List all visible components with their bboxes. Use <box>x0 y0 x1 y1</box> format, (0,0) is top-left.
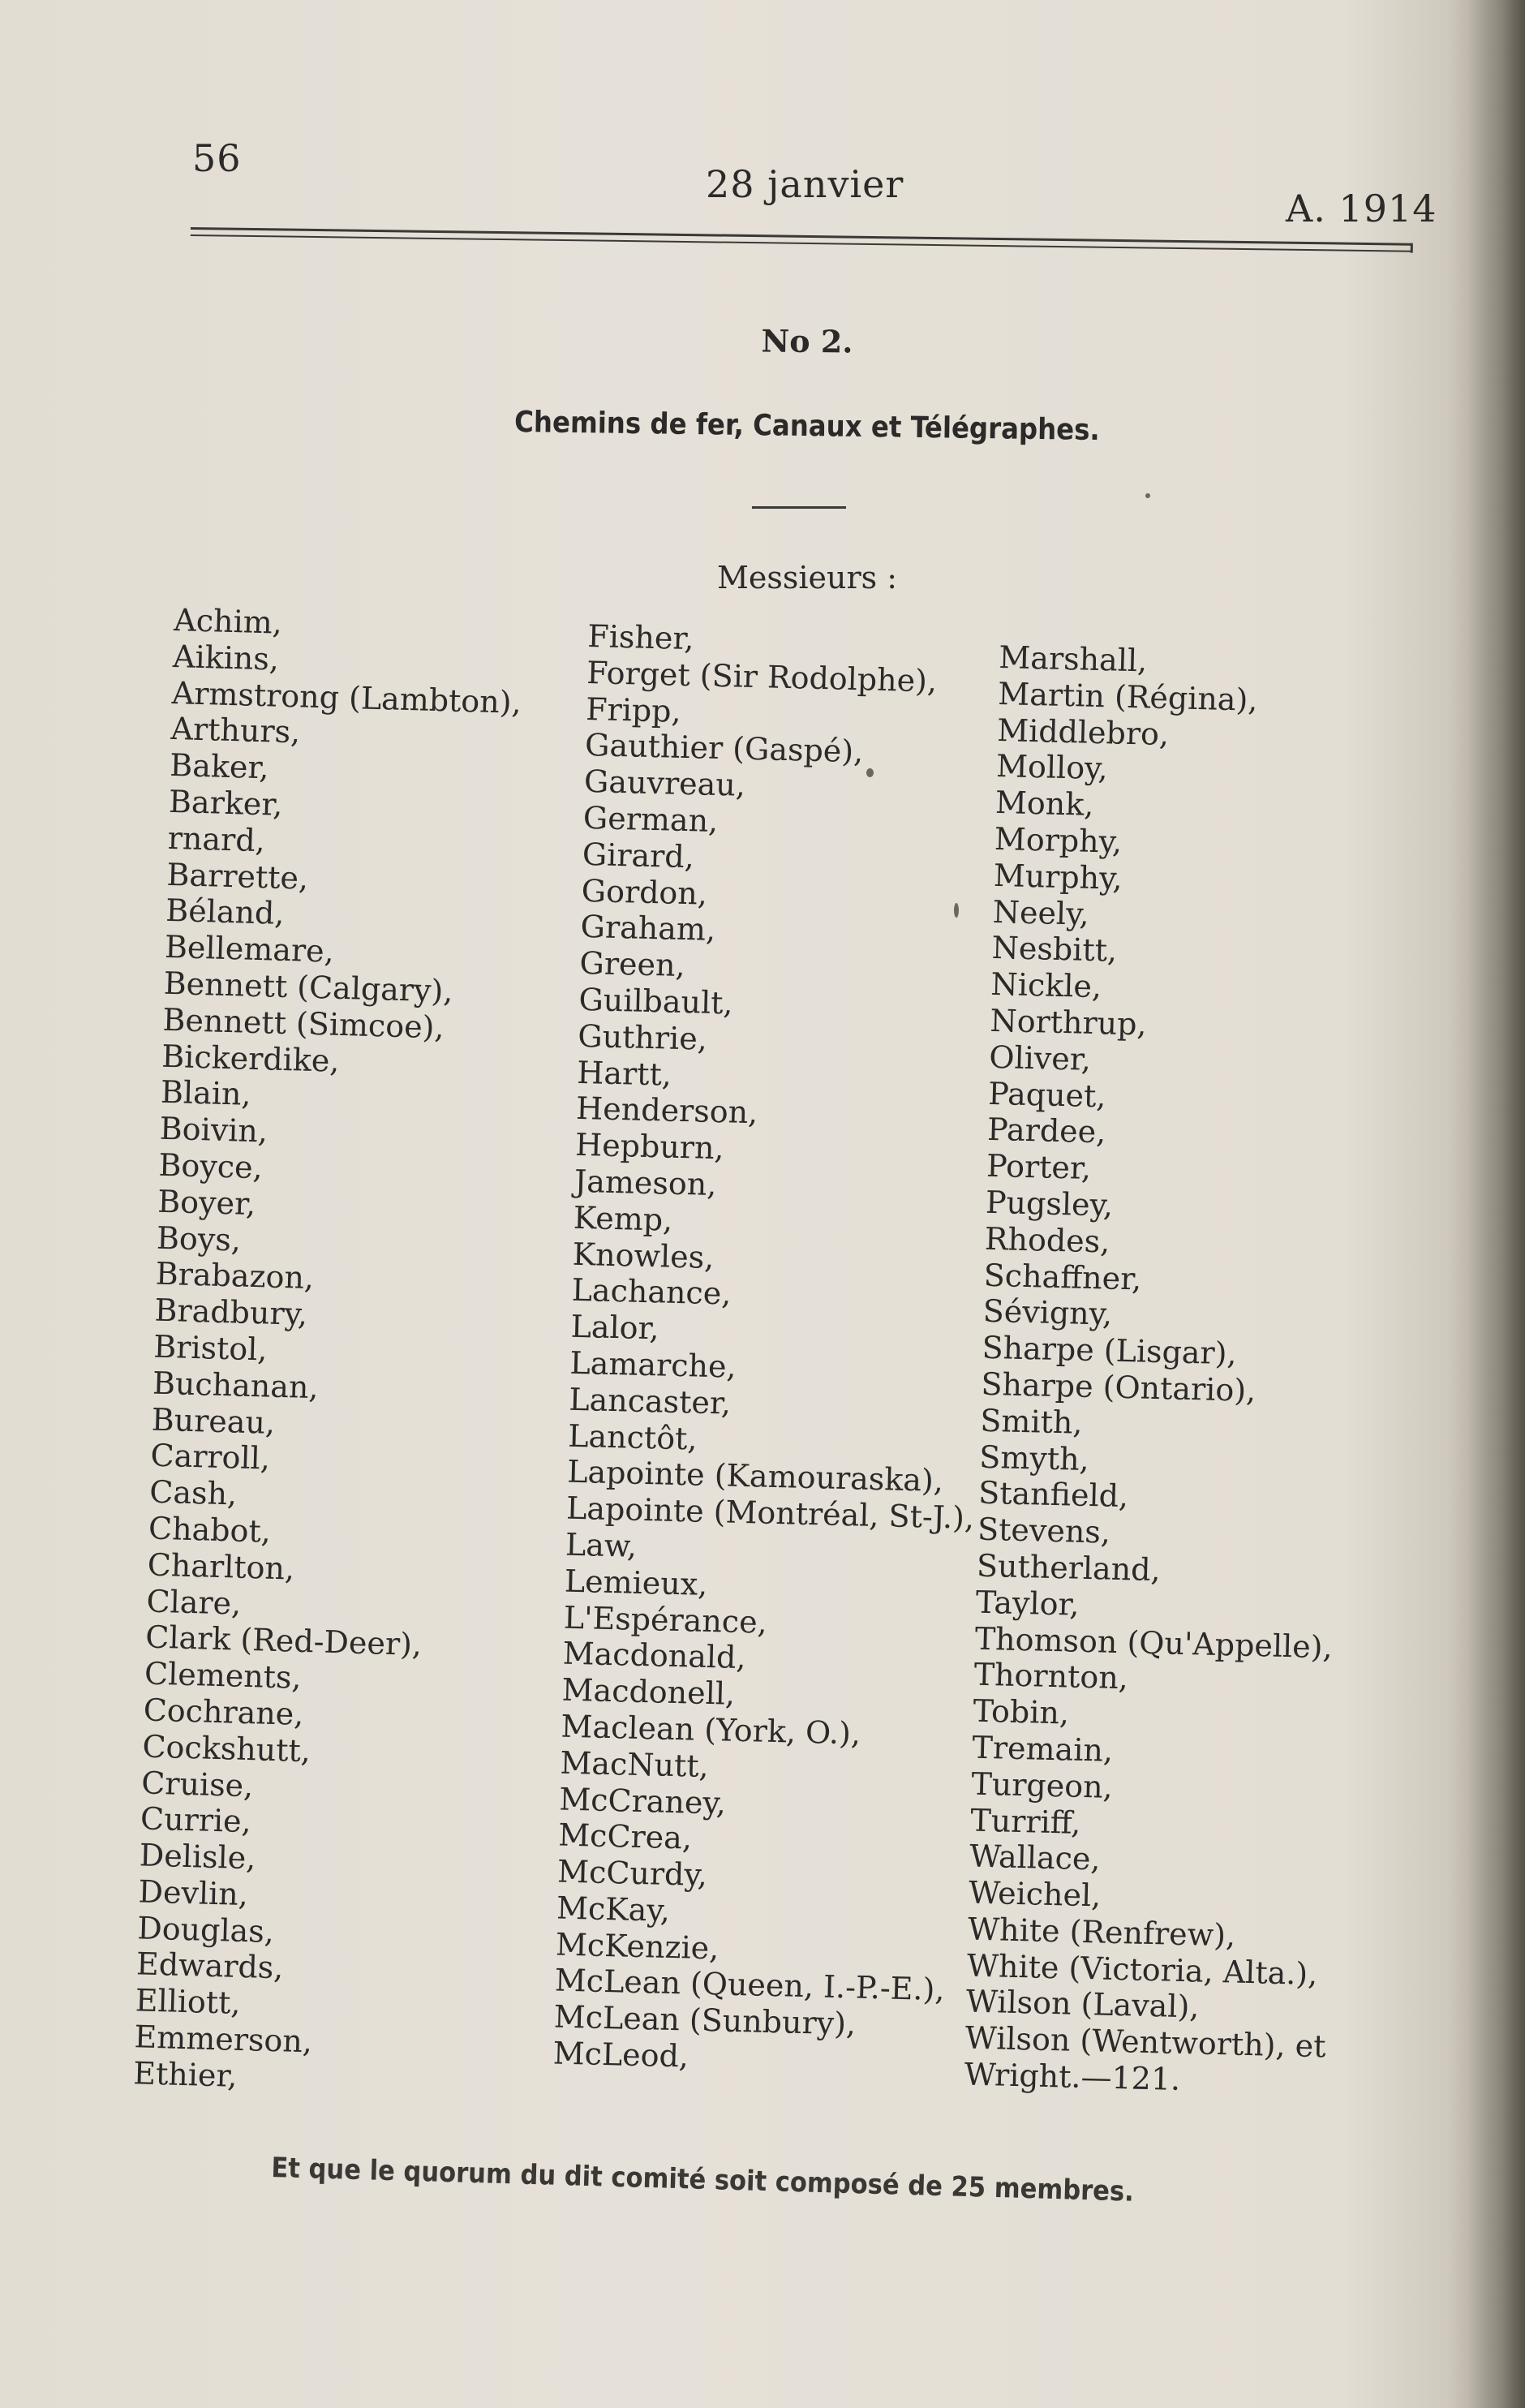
member-entry: McKenzie, <box>555 1926 720 1967</box>
member-entry: Douglas, <box>136 1910 275 1950</box>
member-entry: Smyth, <box>978 1438 1090 1477</box>
header-double-rule <box>191 227 1411 261</box>
member-entry: Lamarche, <box>569 1344 737 1385</box>
member-entry: White (Victoria, Alta.), <box>966 1947 1318 1992</box>
member-entry: Baker, <box>169 747 270 786</box>
member-entry: Buchanan, <box>152 1365 320 1406</box>
member-entry: Middlebro, <box>996 712 1170 752</box>
member-entry: Lalor, <box>570 1308 660 1347</box>
member-entry: Taylor, <box>975 1584 1080 1623</box>
member-entry: Nickle, <box>990 966 1102 1005</box>
member-entry: Barker, <box>168 783 284 823</box>
member-entry: Cruise, <box>140 1764 254 1804</box>
member-entry: Murphy, <box>993 857 1123 897</box>
member-entry: Northrup, <box>989 1002 1148 1043</box>
member-entry: Devlin, <box>137 1873 249 1913</box>
member-entry: Carroll, <box>150 1437 271 1477</box>
member-entry: Lachance, <box>571 1272 732 1312</box>
member-entry: Elliott, <box>135 1982 242 2022</box>
member-entry: Lapointe (Montréal, St-J.), <box>565 1490 975 1537</box>
member-entry: Turgeon, <box>970 1765 1114 1805</box>
member-entry: Hepburn, <box>574 1126 725 1167</box>
member-entry: Armstrong (Lambton), <box>171 674 522 720</box>
member-entry: Wilson (Wentworth), et <box>964 2019 1326 2065</box>
member-entry: Cash, <box>148 1473 238 1512</box>
member-entry: Jameson, <box>573 1163 717 1203</box>
member-entry: Guthrie, <box>577 1017 708 1057</box>
member-entry: rnard, <box>167 819 266 859</box>
member-entry: Sharpe (Lisgar), <box>982 1329 1238 1372</box>
member-entry: Hartt, <box>576 1054 672 1093</box>
member-entry: Neely, <box>992 893 1090 932</box>
member-entry: Lanctôt, <box>567 1417 698 1457</box>
member-entry: McCrea, <box>557 1817 693 1856</box>
header-date: 28 janvier <box>706 162 904 206</box>
member-entry: Henderson, <box>575 1090 758 1131</box>
ink-speck <box>866 768 874 777</box>
member-entry: Maclean (York, O.), <box>561 1708 861 1752</box>
member-entry: Porter, <box>986 1147 1092 1187</box>
member-entry: Sutherland, <box>976 1547 1162 1589</box>
page-number: 56 <box>192 136 242 180</box>
member-entry: Gauvreau, <box>583 763 746 803</box>
member-entry: Delisle, <box>139 1837 256 1877</box>
member-entry: Kemp, <box>573 1199 673 1238</box>
member-entry: Girard, <box>582 836 695 875</box>
member-entry: Stevens, <box>977 1511 1111 1550</box>
member-entry: Smith, <box>979 1402 1084 1441</box>
member-entry: Sharpe (Ontario), <box>981 1365 1257 1408</box>
member-entry: Wilson (Laval), <box>965 1983 1200 2026</box>
member-entry: Clare, <box>145 1583 242 1622</box>
member-entry: Molloy, <box>995 748 1109 787</box>
member-entry: McLean (Sunbury), <box>553 1998 857 2042</box>
member-entry: Cochrane, <box>143 1692 304 1732</box>
member-entry: Achim, <box>173 602 283 641</box>
member-entry: Boivin, <box>159 1110 268 1150</box>
member-entry: Béland, <box>165 892 286 932</box>
member-entry: Gauthier (Gaspé), <box>584 727 864 770</box>
member-column-1 <box>133 602 524 2101</box>
member-entry: Boyer, <box>157 1183 256 1222</box>
member-entry: Rhodes, <box>984 1220 1110 1260</box>
member-entry: McCurdy, <box>556 1853 708 1894</box>
member-entry: Boyce, <box>158 1146 264 1186</box>
quorum-statement: Et que le quorum du dit comité soit composé de 25 membres. <box>270 2152 1135 2208</box>
member-entry: Bennett (Calgary), <box>163 965 454 1009</box>
member-entry: Bureau, <box>151 1401 276 1441</box>
member-column-2 <box>552 618 996 2082</box>
member-entry: Ethier, <box>132 2055 238 2094</box>
member-entry: Fisher, <box>586 618 695 657</box>
member-entry: German, <box>582 799 719 839</box>
member-entry: Guilbault, <box>578 981 734 1021</box>
member-entry: Graham, <box>580 909 716 948</box>
member-entry: Clark (Red-Deer), <box>144 1619 423 1663</box>
member-entry: Macdonell, <box>561 1671 736 1712</box>
member-entry: Bradbury, <box>154 1292 308 1333</box>
member-entry: Currie, <box>140 1800 252 1840</box>
header-year: A. 1914 <box>1286 187 1437 230</box>
member-entry: Weichel, <box>968 1874 1102 1914</box>
member-entry: Bellemare, <box>164 929 335 970</box>
title-divider <box>752 506 846 509</box>
member-entry: Turriff, <box>969 1802 1081 1841</box>
member-entry: Emmerson, <box>133 2019 313 2060</box>
ink-speck <box>1145 493 1150 498</box>
member-entry: Gordon, <box>581 872 708 912</box>
section-title: Chemins de fer, Canaux et Télégraphes. <box>513 405 1101 448</box>
member-entry: MacNutt, <box>559 1744 710 1784</box>
member-entry: Sévigny, <box>982 1293 1113 1332</box>
member-entry: Thomson (Qu'Appelle), <box>974 1620 1334 1665</box>
member-entry: Blain, <box>160 1074 252 1113</box>
member-entry: Bristol, <box>152 1328 268 1368</box>
member-entry: Brabazon, <box>155 1256 315 1296</box>
member-entry: Monk, <box>994 785 1094 823</box>
member-entry: Edwards, <box>135 1946 284 1986</box>
salutation: Messieurs : <box>716 560 898 596</box>
member-entry: Oliver, <box>988 1038 1092 1077</box>
member-entry: Stanfield, <box>977 1475 1129 1515</box>
member-entry: Martin (Régina), <box>997 675 1258 718</box>
member-entry: Law, <box>565 1526 638 1564</box>
member-entry: Thornton, <box>973 1656 1129 1696</box>
member-entry: L'Espérance, <box>563 1599 768 1640</box>
member-entry: Cockshutt, <box>141 1728 311 1769</box>
member-entry: White (Renfrew), <box>967 1911 1236 1954</box>
member-entry: Barrette, <box>166 856 309 897</box>
member-entry: McCraney, <box>558 1781 727 1821</box>
member-entry: Bickerdike, <box>161 1038 341 1079</box>
member-entry: Schaffner, <box>983 1257 1142 1297</box>
member-entry: Macdonald, <box>562 1635 747 1676</box>
member-entry: McLean (Queen, I.-P.-E.), <box>554 1962 945 2008</box>
member-entry: Fripp, <box>585 690 682 729</box>
ink-speck <box>954 903 959 918</box>
member-column-3 <box>964 639 1360 2101</box>
member-entry: Green, <box>579 945 686 984</box>
member-entry: Nesbitt, <box>991 930 1118 970</box>
member-entry: Tremain, <box>972 1729 1114 1769</box>
member-entry: Bennett (Simcoe), <box>162 1001 445 1046</box>
member-entry: Boys, <box>156 1219 242 1258</box>
section-number: No 2. <box>761 322 853 360</box>
member-entry: Lancaster, <box>568 1381 732 1421</box>
member-entry: Wallace, <box>969 1838 1102 1877</box>
member-entry: McKay, <box>556 1890 671 1929</box>
member-entry: Forget (Sir Rodolphe), <box>586 654 938 699</box>
member-entry: Lapointe (Kamouraska), <box>566 1454 944 1499</box>
member-entry: Clements, <box>144 1655 303 1696</box>
member-entry: Pardee, <box>986 1112 1106 1150</box>
member-entry: Tobin, <box>973 1692 1070 1731</box>
member-entry: Morphy, <box>994 820 1123 860</box>
member-entry: Charlton, <box>147 1546 295 1587</box>
member-entry: Lemieux, <box>564 1563 708 1602</box>
member-entry: McLeod, <box>552 2035 689 2075</box>
member-entry: Knowles, <box>572 1236 715 1275</box>
member-entry: Paquet, <box>987 1075 1106 1114</box>
member-entry: Chabot, <box>148 1510 272 1550</box>
member-entry: Aikins, <box>172 638 280 677</box>
member-entry: Marshall, <box>998 639 1148 679</box>
member-entry: Pugsley, <box>985 1184 1114 1223</box>
member-entry: Wright.—121. <box>964 2056 1181 2098</box>
member-entry: Arthurs, <box>170 711 301 750</box>
